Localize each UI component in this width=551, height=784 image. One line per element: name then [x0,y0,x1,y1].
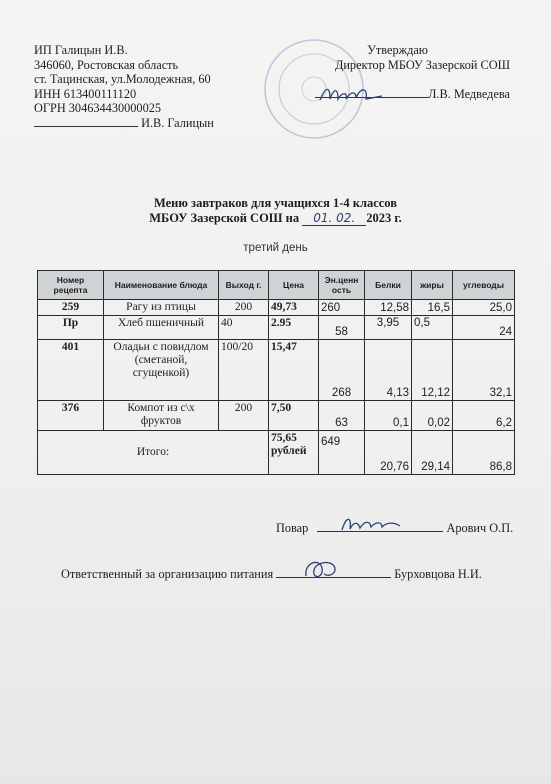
total-carbs: 86,8 [453,431,515,475]
table-row [38,340,515,401]
header-dish-name: Наименование блюда [104,271,219,300]
title-year: 2023 г. [366,210,402,225]
recipe-number: 259 [38,300,104,316]
supplier-signature-line [34,126,138,127]
dish-carbs: 24 [453,316,515,340]
dish-carbs: 32,1 [453,340,515,401]
dish-name: Рагу из птицы [104,300,219,316]
dish-protein: 4,13 [365,340,412,401]
dish-yield: 200 [219,401,269,431]
supplier-signature-row [34,116,214,131]
header-fat: жиры [412,271,453,300]
day-label: третий день [243,242,308,254]
title-line-1: Меню завтраков для учащихся 1-4 классов [153,196,397,210]
dish-energy: 63 [319,401,365,431]
dish-price: 15,47 [269,340,319,401]
recipe-number: Пр [38,316,104,340]
approval-position: Директор МБОУ Зазерской СОШ [334,57,510,72]
dish-energy: 260 [319,300,365,316]
cook-label: Повар [276,521,309,535]
supplier-inn: ИНН 613400111120 [34,86,137,101]
header-yield: Выход г. [219,271,269,300]
dish-energy: 268 [319,340,365,401]
table-row [38,300,515,316]
approval-heading: Утверждаю [367,43,428,57]
header-energy: Эн.ценн ость [319,271,365,300]
dish-fat: 0,5 [412,316,453,340]
responsible-signature [300,556,342,584]
recipe-number: 401 [38,340,104,401]
dish-carbs: 25,0 [453,300,515,316]
header-recipe-number: Номер рецепта [38,271,104,300]
table-total-row [38,431,515,475]
supplier-address-2: ст. Тацинская, ул.Молодежная, 60 [34,72,211,87]
dish-protein: 12,58 [365,300,412,316]
dish-fat: 16,5 [412,300,453,316]
supplier-address-1: 346060, Ростовская область [34,57,179,72]
dish-yield: 40 [219,316,269,340]
supplier-signer: И.В. Галицын [141,115,214,130]
dish-yield: 200 [219,300,269,316]
dish-name: Компот из с\х фруктов [104,401,219,431]
menu-title [0,196,551,226]
dish-protein: 3,95 [365,316,412,340]
cook-name: Арович О.П. [446,521,514,535]
dish-price: 2.95 [269,316,319,340]
dish-price: 7,50 [269,401,319,431]
header-protein: Белки [365,271,412,300]
dish-energy: 58 [319,316,365,340]
recipe-number: 376 [38,401,104,431]
dish-fat: 0,02 [412,401,453,431]
dish-name: Оладьи с повидлом (сметаной, сгущенкой) [104,340,219,401]
dish-carbs: 6,2 [453,401,515,431]
dish-fat: 12,12 [412,340,453,401]
supplier-name: ИП Галицын И.В. [34,43,128,57]
dish-price: 49,73 [269,300,319,316]
dish-name: Хлеб пшеничный [104,316,219,340]
menu-date: 01. 02. [302,211,366,227]
dish-yield: 100/20 [219,340,269,401]
menu-table [37,270,515,475]
total-energy: 649 [319,431,365,475]
cook-signature [338,512,404,536]
header-price: Цена [269,271,319,300]
total-price: 75,65 рублей [269,431,319,475]
total-label: Итого: [38,431,269,475]
total-fat: 29,14 [412,431,453,475]
dish-protein: 0,1 [365,401,412,431]
supplier-block [34,43,214,131]
responsible-name: Бурховцова Н.И. [394,567,482,581]
total-protein: 20,76 [365,431,412,475]
table-row [38,316,515,340]
table-row [38,401,515,431]
director-name: Л.В. Медведева [428,87,510,102]
title-line-2 [0,211,551,227]
title-school: МБОУ Зазерской СОШ на [149,210,300,225]
responsible-signature-row [61,567,482,582]
director-signature [316,80,386,108]
responsible-label: Ответственный за организацию питания [61,567,274,581]
header-carbs: углеводы [453,271,515,300]
supplier-ogrn: ОГРН 304634430000025 [34,101,162,116]
table-header-row [38,271,515,300]
